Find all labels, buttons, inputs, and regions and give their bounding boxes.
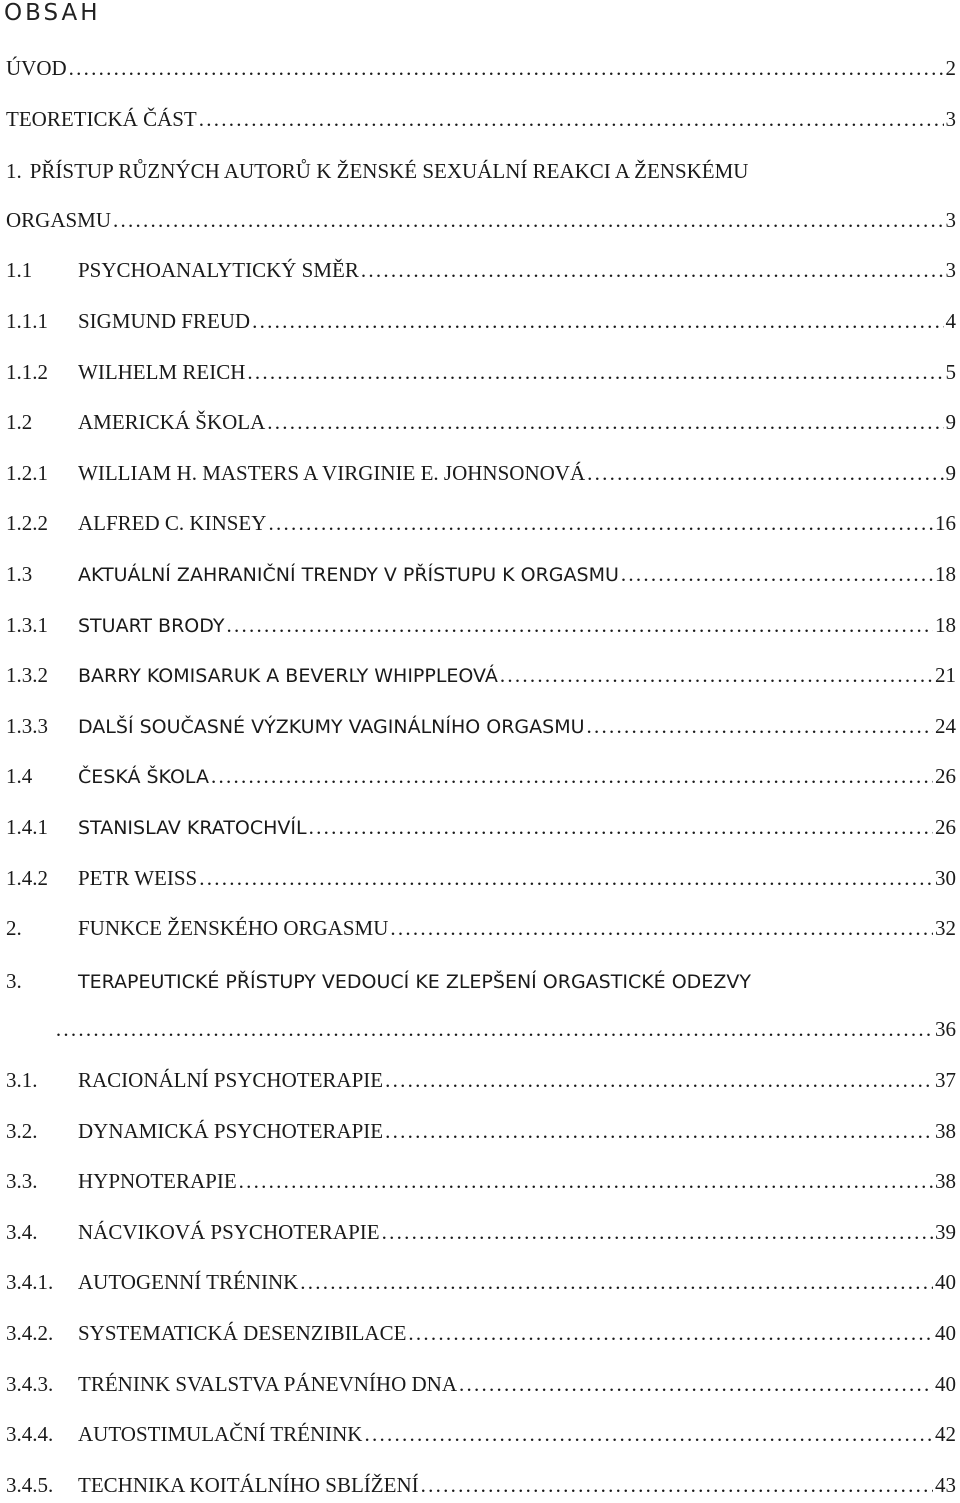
toc-entry-page-number: 36: [935, 1017, 960, 1042]
toc-entry-title: DALŠÍ SOUČASNÉ VÝZKUMY VAGINÁLNÍHO ORGASMU: [78, 716, 585, 738]
toc-entry-page-number: 38: [935, 1119, 960, 1144]
toc-entry[interactable]: [6, 1119, 960, 1149]
toc-entry-page-number: 3: [946, 208, 960, 233]
toc-entry-page-number: 30: [935, 866, 960, 891]
toc-entry-number: 1.1.1: [6, 309, 78, 334]
toc-entry[interactable]: [6, 1422, 960, 1452]
toc-entry[interactable]: [6, 461, 960, 491]
toc-entry[interactable]: [6, 511, 960, 541]
toc-entry-number: 3.2.: [6, 1119, 78, 1144]
toc-entry-number: 1.4.2: [6, 866, 78, 891]
toc-entry-number: 1.2.1: [6, 461, 78, 486]
dot-leader: [268, 511, 933, 536]
toc-entry-title: AUTOGENNÍ TRÉNINK: [78, 1270, 298, 1295]
dot-leader: [385, 1068, 933, 1093]
toc-entry-title: DYNAMICKÁ PSYCHOTERAPIE: [78, 1119, 383, 1144]
toc-entry-page-number: 43: [935, 1473, 960, 1498]
toc-entry-number: 1.2: [6, 410, 78, 435]
dot-leader: [300, 1270, 933, 1295]
toc-entry-number: 1.1.2: [6, 360, 78, 385]
toc-entry[interactable]: [6, 107, 960, 137]
toc-entry[interactable]: [6, 410, 960, 440]
dot-leader: [239, 1169, 933, 1194]
toc-entry[interactable]: [6, 1270, 960, 1300]
toc-entry-page-number: 38: [935, 1169, 960, 1194]
toc-entry-title: FUNKCE ŽENSKÉHO ORGASMU: [78, 916, 388, 941]
toc-entry-number: 1.4.1: [6, 815, 78, 840]
toc-entry[interactable]: [6, 1220, 960, 1250]
dot-leader: [408, 1321, 933, 1346]
toc-entry-page-number: 9: [946, 410, 960, 435]
toc-entry-page-number: 3: [946, 258, 960, 283]
toc-entry-page-number: 9: [946, 461, 960, 486]
dot-leader: [459, 1372, 933, 1397]
toc-entry-number: 1.2.2: [6, 511, 78, 536]
dot-leader: [211, 764, 933, 789]
toc-entry-title: PSYCHOANALYTICKÝ SMĚR: [78, 258, 359, 283]
toc-entry-title: SIGMUND FREUD: [78, 309, 250, 334]
toc-entry[interactable]: [6, 866, 960, 896]
toc-entry-number: 3.4.5.: [6, 1473, 78, 1498]
toc-entry[interactable]: [6, 258, 960, 288]
dot-leader: [267, 410, 943, 435]
toc-entry-title: PŘÍSTUP RŮZNÝCH AUTORŮ K ŽENSKÉ SEXUÁLNÍ REAKCI A ŽENSKÉMU: [30, 159, 749, 183]
toc-entry[interactable]: [6, 309, 960, 339]
toc-entry[interactable]: [6, 916, 960, 946]
toc-entry[interactable]: [6, 1169, 960, 1199]
toc-entry-page-number: 2: [946, 56, 960, 81]
toc-entry[interactable]: [6, 613, 960, 643]
toc-entry-number: 1.3: [6, 562, 78, 587]
toc-entry[interactable]: [6, 714, 960, 744]
toc-entry-number: 3.4.2.: [6, 1321, 78, 1346]
toc-entry-number: 3.: [6, 969, 78, 994]
toc-entry-page-number: 16: [935, 511, 960, 536]
toc-entry-number: 3.4.4.: [6, 1422, 78, 1447]
toc-entry[interactable]: [6, 969, 751, 994]
toc-entry-title: TECHNIKA KOITÁLNÍHO SBLÍŽENÍ: [78, 1473, 419, 1498]
dot-leader: [390, 916, 933, 941]
toc-entry-page-number: 40: [935, 1321, 960, 1346]
toc-entry-page-number: 39: [935, 1220, 960, 1245]
toc-entry-title: STANISLAV KRATOCHVÍL: [78, 817, 307, 839]
toc-entry[interactable]: [6, 1473, 960, 1503]
toc-entry-title: STUART BRODY: [78, 615, 224, 637]
toc-entry-title: AUTOSTIMULAČNÍ TRÉNINK: [78, 1422, 362, 1447]
toc-entry-number: 1.1: [6, 258, 78, 283]
toc-entry-title: TERAPEUTICKÉ PŘÍSTUPY VEDOUCÍ KE ZLEPŠENÍ ORGASTICKÉ ODEZVY: [78, 971, 751, 993]
toc-entry[interactable]: [6, 562, 960, 592]
toc-entry-title: WILHELM REICH: [78, 360, 245, 385]
toc-entry-number: 1.3.2: [6, 663, 78, 688]
toc-entry-number: 3.1.: [6, 1068, 78, 1093]
dot-leader: [385, 1119, 933, 1144]
toc-entry-number: 1.: [6, 159, 22, 183]
toc-entry-page-number: 40: [935, 1372, 960, 1397]
toc-entry-page-number: 26: [935, 764, 960, 789]
toc-entry[interactable]: [6, 56, 960, 86]
dot-leader: [382, 1220, 933, 1245]
dot-leader: [226, 613, 933, 638]
toc-entry-title: AMERICKÁ ŠKOLA: [78, 410, 265, 435]
toc-entry-page-number: 26: [935, 815, 960, 840]
page-title: OBSAH: [4, 0, 101, 26]
toc-entry[interactable]: [6, 1017, 960, 1047]
dot-leader: [621, 562, 933, 587]
toc-entry-page-number: 21: [935, 663, 960, 688]
dot-leader: [247, 360, 943, 385]
dot-leader: [361, 258, 944, 283]
toc-entry-page-number: 40: [935, 1270, 960, 1295]
toc-entry[interactable]: [6, 1321, 960, 1351]
toc-entry-title: WILLIAM H. MASTERS A VIRGINIE E. JOHNSONOVÁ: [78, 461, 585, 486]
dot-leader: [199, 866, 933, 891]
toc-entry-number: 3.3.: [6, 1169, 78, 1194]
dot-leader: [252, 309, 943, 334]
toc-entry-title: TEORETICKÁ ČÁST: [6, 107, 197, 132]
dot-leader: [309, 815, 933, 840]
toc-entry-title: ÚVOD: [6, 56, 67, 81]
toc-entry-title: NÁCVIKOVÁ PSYCHOTERAPIE: [78, 1220, 380, 1245]
toc-entry[interactable]: [6, 208, 960, 238]
dot-leader: [500, 663, 933, 688]
toc-entry-page-number: 24: [935, 714, 960, 739]
dot-leader: [69, 56, 944, 81]
toc-entry-title: AKTUÁLNÍ ZAHRANIČNÍ TRENDY V PŘÍSTUPU K ORGASMU: [78, 564, 619, 586]
toc-entry-title: TRÉNINK SVALSTVA PÁNEVNÍHO DNA: [78, 1372, 457, 1397]
toc-entry-page-number: 37: [935, 1068, 960, 1093]
toc-entry-title: ALFRED C. KINSEY: [78, 511, 266, 536]
dot-leader: [56, 1017, 933, 1042]
toc-entry-number: 2.: [6, 916, 78, 941]
toc-entry[interactable]: [6, 159, 748, 184]
toc-entry-page-number: 18: [935, 613, 960, 638]
dot-leader: [199, 107, 944, 132]
toc-entry-page-number: 42: [935, 1422, 960, 1447]
toc-entry-title: ORGASMU: [6, 208, 111, 233]
toc-entry[interactable]: [6, 360, 960, 390]
dot-leader: [587, 461, 943, 486]
toc-entry-title: HYPNOTERAPIE: [78, 1169, 237, 1194]
toc-entry-number: 3.4.: [6, 1220, 78, 1245]
toc-entry-number: 1.3.3: [6, 714, 78, 739]
toc-entry-title: PETR WEISS: [78, 866, 197, 891]
toc-entry-title: BARRY KOMISARUK A BEVERLY WHIPPLEOVÁ: [78, 665, 498, 687]
toc-entry[interactable]: [6, 1068, 960, 1098]
toc-entry-number: 3.4.3.: [6, 1372, 78, 1397]
toc-entry[interactable]: [6, 764, 960, 794]
toc-entry-number: 1.4: [6, 764, 78, 789]
toc-entry-page-number: 32: [935, 916, 960, 941]
toc-entry-page-number: 5: [946, 360, 960, 385]
toc-entry-title: RACIONÁLNÍ PSYCHOTERAPIE: [78, 1068, 383, 1093]
toc-entry-page-number: 4: [946, 309, 960, 334]
toc-entry[interactable]: [6, 815, 960, 845]
toc-entry-page-number: 3: [946, 107, 960, 132]
dot-leader: [113, 208, 943, 233]
toc-entry-number: 3.4.1.: [6, 1270, 78, 1295]
dot-leader: [421, 1473, 933, 1498]
toc-entry-title: SYSTEMATICKÁ DESENZIBILACE: [78, 1321, 406, 1346]
toc-entry-title: ČESKÁ ŠKOLA: [78, 766, 209, 788]
dot-leader: [587, 714, 933, 739]
toc-entry[interactable]: [6, 1372, 960, 1402]
toc-entry-number: 1.3.1: [6, 613, 78, 638]
dot-leader: [364, 1422, 933, 1447]
toc-entry[interactable]: [6, 663, 960, 693]
toc-entry-page-number: 18: [935, 562, 960, 587]
